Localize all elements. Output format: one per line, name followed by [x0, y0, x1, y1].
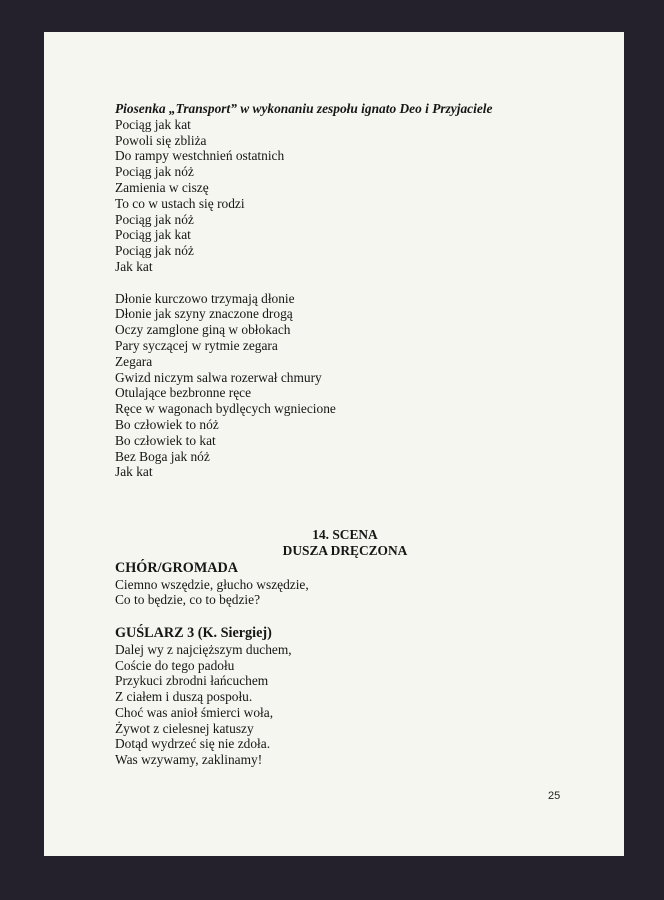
- dialogue-line: Coście do tego padołu: [115, 657, 235, 673]
- lyric-line: Pociąg jak nóż: [115, 211, 194, 227]
- speaker-name: GUŚLARZ 3 (K. Siergiej): [115, 624, 272, 641]
- dialogue-line: Co to będzie, co to będzie?: [115, 592, 261, 608]
- lyric-line: Bo człowiek to kat: [115, 432, 216, 448]
- lyric-line: Pary syczącej w rytmie zegara: [115, 337, 278, 353]
- lyric-line: Otulające bezbronne ręce: [115, 385, 252, 401]
- dialogue-line: Dotąd wydrzeć się nie zdoła.: [115, 736, 271, 752]
- lyric-line: Pociąg jak kat: [115, 227, 191, 243]
- scene-title: DUSZA DRĘCZONA: [282, 542, 408, 558]
- lyric-line: To co w ustach się rodzi: [115, 195, 245, 211]
- lyric-line: Jak kat: [115, 258, 153, 274]
- lyric-line: Gwizd niczym salwa rozerwał chmury: [115, 369, 322, 385]
- lyric-line: Pociąg jak nóż: [115, 243, 194, 259]
- stanza-gap: [115, 275, 555, 291]
- lyric-line: Powoli się zbliża: [115, 132, 207, 148]
- scene-number: 14. SCENA: [312, 527, 378, 543]
- song-stanza-2: [115, 291, 555, 481]
- lyric-line: Pociąg jak kat: [115, 116, 191, 132]
- lyric-line: Dłonie jak szyny znaczone drogą: [115, 306, 293, 322]
- dialogue-line: Dalej wy z najcięższym duchem,: [115, 641, 292, 657]
- lyric-line: Zamienia w ciszę: [115, 179, 209, 195]
- lyric-line: Jak kat: [115, 464, 153, 480]
- lyric-line: Pociąg jak nóż: [115, 164, 194, 180]
- page-content: [115, 101, 555, 768]
- lyric-line: Bo człowiek to nóż: [115, 416, 219, 432]
- dialogue-line: Przykuci zbrodni łańcuchem: [115, 673, 269, 689]
- dialogue-line: Choć was anioł śmierci woła,: [115, 704, 274, 720]
- lyric-line: Do rampy westchnień ostatnich: [115, 148, 285, 164]
- guslarz-block: [115, 626, 555, 768]
- dialogue-line: Ciemno wszędzie, głucho wszędzie,: [115, 576, 309, 592]
- song-stanza-1: [115, 117, 555, 275]
- document-page: [44, 32, 624, 856]
- lyric-line: Zegara: [115, 353, 153, 369]
- dialogue-line: Z ciałem i duszą pospołu.: [115, 689, 253, 705]
- section-gap: [115, 480, 555, 527]
- dialogue-line: Was wzywamy, zaklinamy!: [115, 752, 263, 768]
- lyric-line: Bez Boga jak nóż: [115, 448, 210, 464]
- block-gap: [115, 608, 555, 624]
- speaker-name: CHÓR/GROMADA: [115, 559, 238, 576]
- lyric-line: Oczy zamglone giną w obłokach: [115, 322, 291, 338]
- choir-block: [115, 561, 555, 608]
- page-number: 25: [548, 790, 561, 802]
- lyric-line: Dłonie kurczowo trzymają dłonie: [115, 290, 295, 306]
- lyric-line: Ręce w wagonach bydlęcych wgniecione: [115, 401, 336, 417]
- dialogue-line: Żywot z cielesnej katuszy: [115, 720, 254, 736]
- scene-heading: [125, 527, 565, 559]
- song-title: Piosenka „Transport” w wykonaniu zespołu ignato Deo i Przyjaciele: [115, 101, 493, 116]
